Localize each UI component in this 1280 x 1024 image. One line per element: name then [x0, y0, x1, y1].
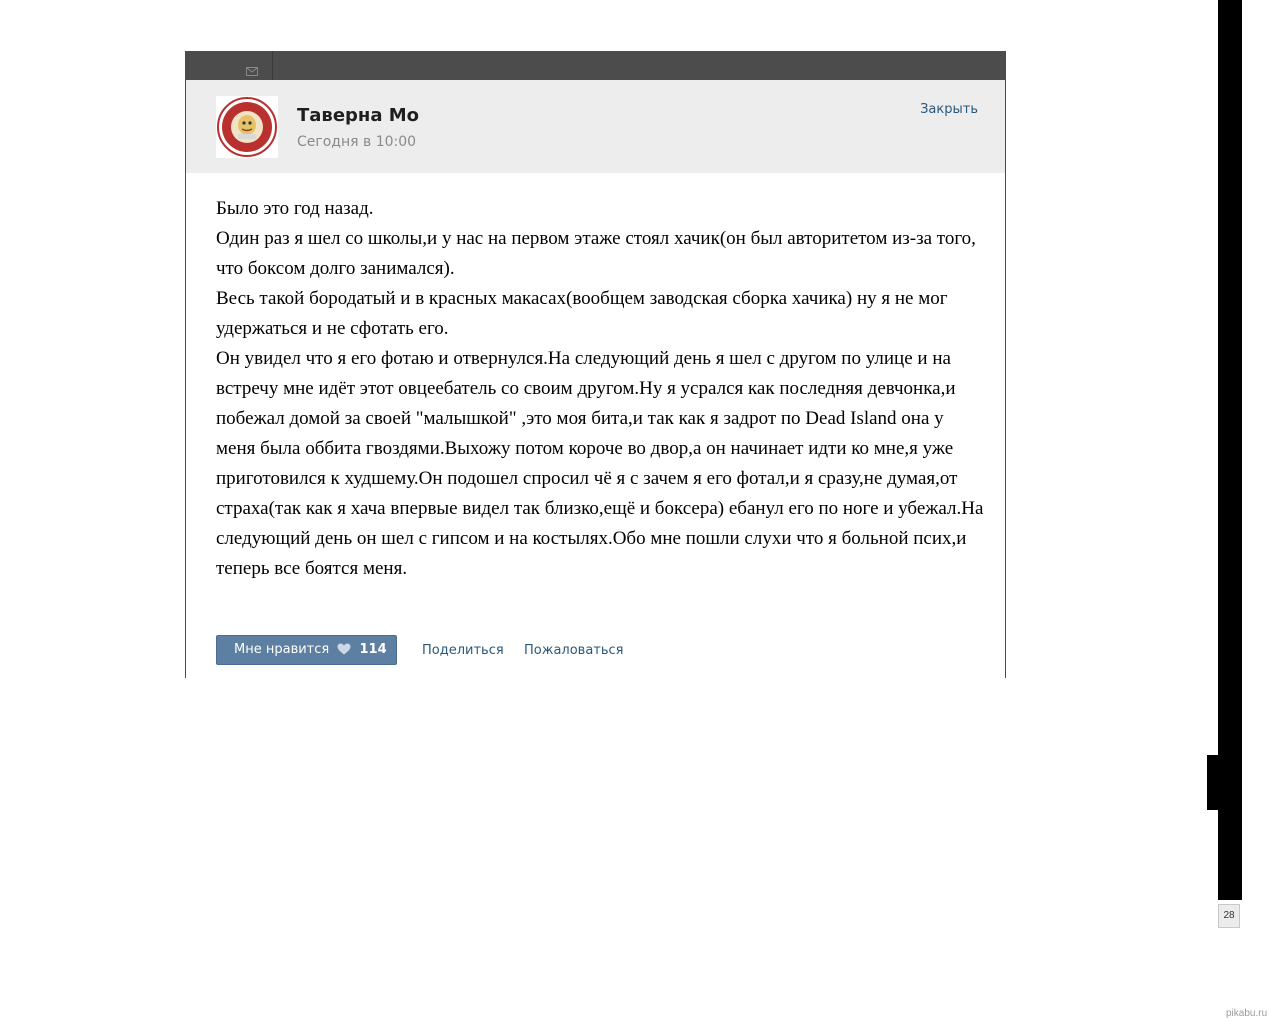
post-timestamp: Сегодня в 10:00 — [297, 134, 417, 150]
like-button[interactable] — [216, 635, 397, 665]
report-link[interactable]: Пожаловаться — [524, 643, 624, 658]
like-count: 114 — [359, 642, 387, 657]
share-link[interactable]: Поделиться — [422, 643, 504, 658]
close-button[interactable]: Закрыть — [920, 102, 978, 117]
screen-edge-notch — [1207, 755, 1219, 810]
post-text: Было это год назад. Один раз я шел со школы,и у нас на первом этаже стоял хачик(он был авторитетом из-за того, что боксом долго занимался). Весь такой бородатый и в красных макасах(вообщем заводская сборка хачика) ну я не мог удержаться и не сфотать его. Он увидел что я его фотаю и отвернулся.На следующий день я шел с другом по улице и на встречу мне идёт этот овцеебатель со своим другом.Ну я усрался как последняя девчонка,и побежал домой за своей "малышкой" ,это моя бита,и так как я задрот по Dead Island она у меня была оббита гвоздями.Выхожу потом короче во двор,а он начинает идти ко мне,я уже приготовился к худшему.Он подошел спросил чё я с зачем я его фотал,и я сразу,не думая,от страха(так как я хача впервые видел так близко,ещё и боксера) ебанул его по ноге и убежал.На следующий день он шел с гипсом и на костылях.Обо мне пошли слухи что я больной псих,и теперь все боятся меня. — [216, 198, 984, 579]
post-window — [185, 51, 1006, 678]
taskbar-counter: 28 — [1218, 904, 1240, 928]
heart-icon — [337, 643, 351, 655]
avatar[interactable] — [216, 96, 278, 158]
envelope-icon[interactable] — [246, 67, 258, 76]
like-label: Мне нравится — [234, 642, 330, 657]
screen-edge-bar — [1218, 0, 1242, 900]
tavern-logo-icon — [216, 96, 278, 158]
top-bar — [186, 51, 1005, 80]
post-author[interactable]: Таверна Мо — [297, 105, 420, 126]
top-bar-divider — [272, 51, 273, 80]
post-header — [186, 80, 1005, 173]
watermark: pikabu.ru — [1226, 1008, 1268, 1019]
